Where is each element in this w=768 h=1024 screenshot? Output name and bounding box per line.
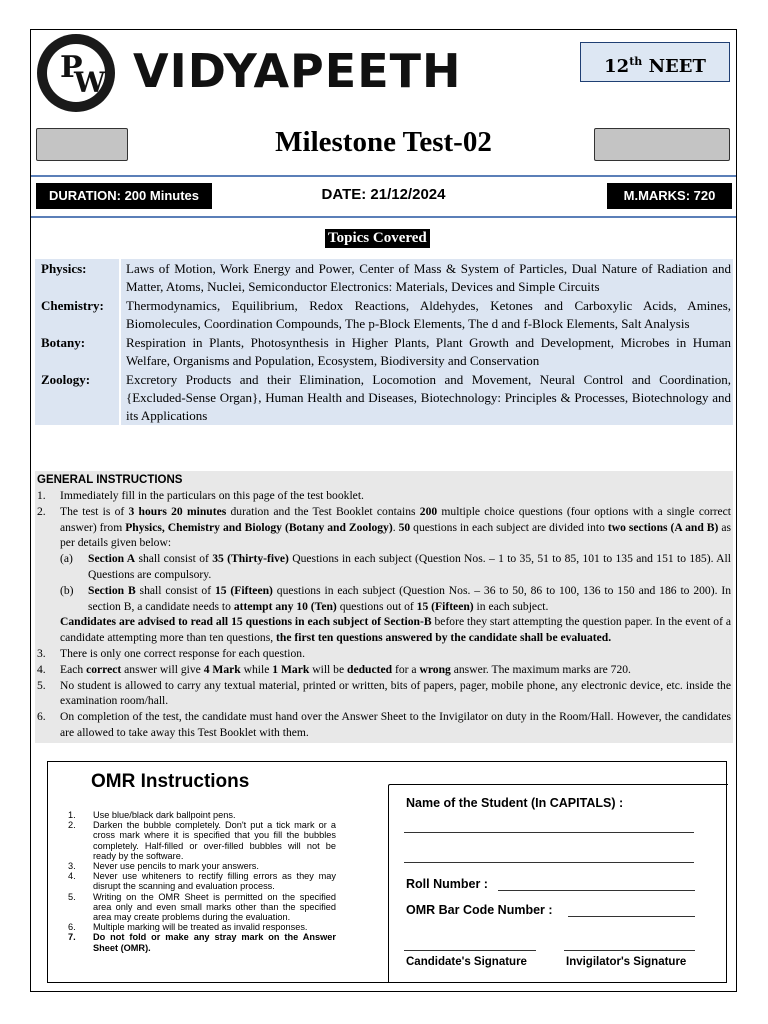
invigilator-signature-label: Invigilator's Signature (566, 956, 687, 968)
max-marks-label: M.MARKS: 720 (607, 183, 732, 209)
item-num: (a) (60, 552, 73, 566)
item-num: 2. (37, 504, 46, 518)
instruction-item (37, 678, 731, 710)
topic-subject: Chemistry: (35, 296, 121, 333)
invigilator-signature-line[interactable] (564, 950, 695, 951)
pw-logo-icon (37, 34, 115, 112)
item-num: 4. (37, 662, 46, 676)
instruction-item (37, 488, 731, 504)
omr-item: 2. Darken the bubble completely. Don't put a tick mark or a cross mark where it is specified that you fill the bubbles completely. Half-filled or over-filled bubbles will not be ready by the software. (68, 820, 336, 861)
omr-item: 7. Do not fold or make any stray mark on the Answer Sheet (OMR). (68, 932, 336, 953)
item-num: 3. (37, 646, 46, 660)
topic-subject: Zoology: (35, 370, 121, 425)
omr-instructions-list (68, 810, 336, 953)
test-booklet-cover (30, 29, 737, 992)
student-name-label: Name of the Student (In CAPITALS) : (406, 796, 624, 810)
topic-subject: Botany: (35, 333, 121, 370)
omr-item: 1. Use blue/black dark ballpoint pens. (68, 810, 236, 820)
topics-table (35, 259, 733, 425)
item-text: Each correct answer will give 4 Mark while 1 Mark will be deducted for a wrong answer. The maximum marks are 720. (60, 662, 631, 676)
topic-text: Excretory Products and their Elimination, Locomotion and Movement, Neural Control and Coordination, {Excluded-Sense Organ}, Human Health and Diseases, Biotechnology: Principles & Processes, Biotechnology and its Applications (121, 370, 733, 425)
duration-label: DURATION: 200 Minutes (36, 183, 212, 209)
item-num: 5. (37, 678, 46, 692)
instruction-subitem-b (37, 583, 731, 615)
item-num: 6. (37, 710, 46, 724)
omr-item: 3. Never use pencils to mark your answers. (68, 861, 259, 872)
topic-text: Thermodynamics, Equilibrium, Redox Reactions, Aldehydes, Ketones and Carboxylic Acids, Amines, Biomolecules, Coordination Compounds, The p-Block Elements, The d and f-Block Elements, Salt Analysis (121, 296, 733, 333)
omr-item: 4. Never use whiteners to rectify filling errors as they may disrupt the scanning and evaluation process. (68, 871, 336, 892)
topic-text: Respiration in Plants, Photosynthesis in Higher Plants, Plant Growth and Development, Microbes in Human Welfare, Organisms and Population, Ecosystem, Biodiversity and Conservation (121, 333, 733, 370)
omr-item: 6. Multiple marking will be treated as invalid responses. (68, 922, 308, 933)
grey-box-right (594, 128, 730, 161)
name-line-2[interactable] (404, 862, 694, 863)
topic-subject: Physics: (35, 259, 121, 296)
name-line-1[interactable] (404, 832, 694, 833)
item-text: Section B shall consist of 15 (Fifteen) questions in each subject (Question Nos. – 36 to 50, 86 to 100, 136 to 150 and 186 to 200). In section B, a candidate needs to attempt any 10 (Ten) questions out of 15 (Fifteen) in each subject. (88, 583, 732, 613)
item-text: There is only one correct response for each question. (60, 646, 305, 660)
topic-text: Laws of Motion, Work Energy and Power, Center of Mass & System of Particles, Dual Nature of Radiation and Matter, Atoms, Nuclei, Semiconductor Electronics: Materials, Devices and Simple Circuits (121, 259, 733, 296)
omr-section (47, 761, 727, 983)
instruction-advisory: Candidates are advised to read all 15 questions in each subject of Section-B before they start attempting the question paper. In the event of a candidate attempting more than ten questions, the first ten questions answered by the candidate shall be evaluated. (60, 615, 731, 645)
class-rest: NEET (642, 56, 706, 77)
general-instructions (35, 471, 733, 743)
divider (31, 175, 736, 177)
topic-row-chemistry (35, 296, 733, 333)
roll-number-line[interactable] (498, 890, 695, 891)
roll-number-label: Roll Number : (406, 877, 488, 891)
date-label: DATE: 21/12/2024 (321, 186, 446, 203)
item-num: (b) (60, 583, 74, 597)
brand-name: VIDYAPEETH (133, 44, 462, 98)
instruction-item (37, 646, 731, 662)
candidate-signature-label: Candidate's Signature (406, 956, 527, 968)
logo-letter-p: P (60, 50, 83, 85)
item-text: On completion of the test, the candidate must hand over the Answer Sheet to the Invigilator on duty in the Room/Hall. However, the candidates are allowed to take away this Test Booklet with them. (60, 710, 731, 739)
omr-title: OMR Instructions (91, 771, 250, 792)
topic-row-botany (35, 333, 733, 370)
instruction-item (37, 504, 731, 551)
class-label (580, 42, 730, 82)
class-sup: th (629, 55, 643, 68)
omr-item: 5. Writing on the OMR Sheet is permitted on the specified area only and even small marks other than the specified area may create problems during the evaluation. (68, 891, 336, 923)
topic-row-zoology (35, 370, 733, 425)
instruction-subitem-a (37, 551, 731, 583)
instruction-item (37, 709, 731, 741)
logo-letter-w: W (74, 66, 106, 99)
instruction-item (37, 662, 731, 678)
topic-row-physics (35, 259, 733, 296)
item-text: No student is allowed to carry any textual material, printed or written, bits of papers, pager, mobile phone, any electronic device, etc. inside the examination room/hall. (60, 678, 731, 708)
item-text: Section A shall consist of 35 (Thirty-five) Questions in each subject (Question Nos. – 1 to 35, 51 to 85, 101 to 135 and 151 to 185). All Questions are compulsory. (88, 552, 731, 581)
barcode-label: OMR Bar Code Number : (406, 903, 553, 917)
item-num: 1. (37, 489, 46, 502)
item-text: The test is of 3 hours 20 minutes duration and the Test Booklet contains 200 multiple choice questions (four options with a single correct answer) from Physics, Chemistry and Biology (Botany and Zoology). 50 questions in each subject are divided into two sections (A and B) as per details given below: (60, 504, 732, 550)
candidate-signature-line[interactable] (404, 950, 536, 951)
instructions-title: GENERAL INSTRUCTIONS (37, 474, 183, 486)
test-title: Milestone Test-02 (275, 126, 492, 158)
topics-heading: Topics Covered (325, 229, 430, 248)
class-num: 12 (604, 56, 630, 77)
item-text: Immediately fill in the particulars on this page of the test booklet. (60, 489, 364, 502)
divider (31, 216, 736, 218)
barcode-line[interactable] (568, 916, 695, 917)
